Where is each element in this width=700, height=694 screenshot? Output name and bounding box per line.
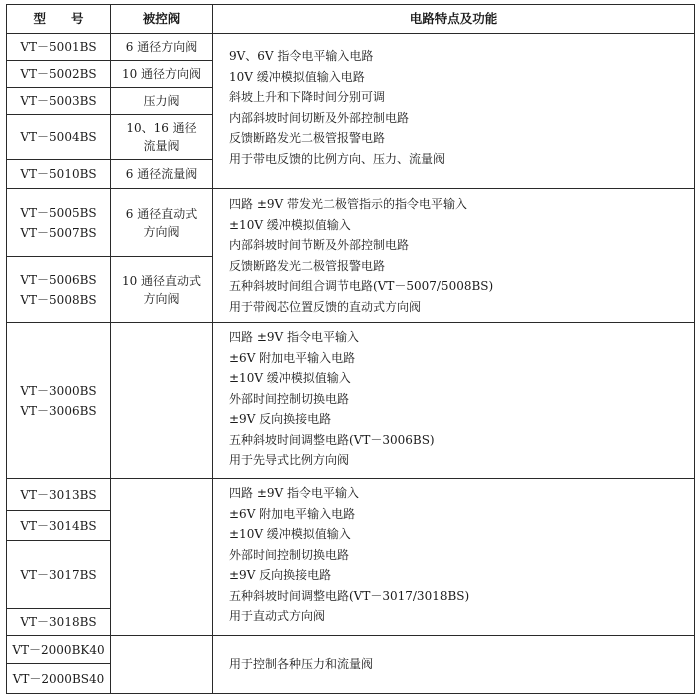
table-row xyxy=(7,189,695,257)
feature-line: 用于带电反馈的比例方向、压力、流量阀 xyxy=(229,151,446,166)
model-cell xyxy=(7,88,111,115)
table-row xyxy=(7,479,695,511)
header-valve: 被控阀 xyxy=(111,5,213,34)
features-cell xyxy=(213,323,695,479)
model-cell xyxy=(7,541,111,609)
header-row xyxy=(7,5,695,34)
model-number: VT－5004BS xyxy=(20,130,97,144)
valve-cell xyxy=(111,115,213,160)
model-number: VT－5002BS xyxy=(20,67,97,81)
valve-type: 方向阀 xyxy=(143,291,180,306)
feature-line: 五种斜坡时间调整电路(VT－3017/3018BS) xyxy=(229,588,470,603)
model-number: VT－2000BS40 xyxy=(12,671,105,686)
header-features: 电路特点及功能 xyxy=(213,5,695,34)
feature-line: 四路 ±9V 指令电平输入 xyxy=(229,486,359,500)
feature-line: 反馈断路发光二极管报警电路 xyxy=(229,131,386,145)
model-number: VT－5005BS xyxy=(20,205,97,220)
model-number: VT－3006BS xyxy=(20,403,97,418)
model-number: VT－3017BS xyxy=(20,567,97,582)
table-row xyxy=(7,34,695,61)
model-number: VT－3000BS xyxy=(20,383,97,398)
model-cell xyxy=(7,34,111,61)
valve-cell xyxy=(111,61,213,88)
valve-type: 6 通径方向阀 xyxy=(125,40,198,54)
valve-cell xyxy=(111,479,213,636)
feature-line: ±10V 缓冲模拟值输入 xyxy=(229,217,351,232)
valve-amplifier-table xyxy=(6,4,695,694)
valve-cell xyxy=(111,323,213,479)
model-cell xyxy=(7,636,111,664)
feature-line: 外部时间控制切换电路 xyxy=(229,391,350,406)
valve-type: 10 通径方向阀 xyxy=(121,67,202,81)
table-row xyxy=(7,323,695,479)
valve-cell xyxy=(111,160,213,189)
model-cell xyxy=(7,511,111,541)
feature-line: ±10V 缓冲模拟值输入 xyxy=(229,527,351,541)
valve-type: 10 通径直动式 xyxy=(121,273,202,288)
feature-line: 四路 ±9V 指令电平输入 xyxy=(229,330,359,344)
features-cell xyxy=(213,34,695,189)
feature-line: ±9V 反向换接电路 xyxy=(229,568,332,582)
feature-line: 用于带阀芯位置反馈的直动式方向阀 xyxy=(229,299,422,314)
valve-cell xyxy=(111,34,213,61)
feature-line: 10V 缓冲模拟值输入电路 xyxy=(229,69,365,84)
table-row xyxy=(7,636,695,664)
feature-line: 五种斜坡时间组合调节电路(VT－5007/5008BS) xyxy=(229,279,494,293)
features-cell xyxy=(213,479,695,636)
valve-cell xyxy=(111,189,213,257)
model-cell xyxy=(7,609,111,636)
valve-type: 6 通径直动式 xyxy=(125,206,198,221)
feature-line: ±6V 附加电平输入电路 xyxy=(229,506,356,521)
feature-line: ±10V 缓冲模拟值输入 xyxy=(229,371,351,385)
model-number: VT－3018BS xyxy=(20,615,97,629)
header-model: 型 号 xyxy=(7,5,111,34)
model-number: VT－5003BS xyxy=(20,94,97,108)
model-cell xyxy=(7,664,111,694)
valve-type: 6 通径流量阀 xyxy=(125,167,198,181)
feature-line: 斜坡上升和下降时间分别可调 xyxy=(229,90,386,104)
feature-line: 用于先导式比例方向阀 xyxy=(229,453,350,467)
feature-line: 9V、6V 指令电平输入电路 xyxy=(229,49,374,63)
feature-line: 五种斜坡时间调整电路(VT－3006BS) xyxy=(229,432,435,447)
valve-type: 压力阀 xyxy=(143,94,180,108)
feature-line: 内部斜坡时间切断及外部控制电路 xyxy=(229,110,410,125)
feature-line: 内部斜坡时间节断及外部控制电路 xyxy=(229,238,410,252)
model-cell xyxy=(7,189,111,257)
model-cell xyxy=(7,323,111,479)
feature-line: 用于控制各种压力和流量阀 xyxy=(229,657,374,672)
model-cell xyxy=(7,257,111,323)
feature-line: ±9V 反向换接电路 xyxy=(229,412,332,426)
feature-line: ±6V 附加电平输入电路 xyxy=(229,350,356,365)
feature-line: 用于直动式方向阀 xyxy=(229,609,326,623)
feature-line: 外部时间控制切换电路 xyxy=(229,547,350,562)
feature-line: 反馈断路发光二极管报警电路 xyxy=(229,258,386,273)
model-cell xyxy=(7,61,111,88)
valve-type: 10、16 通径 xyxy=(126,121,197,135)
model-cell xyxy=(7,115,111,160)
model-number: VT－5007BS xyxy=(20,225,97,240)
model-number: VT－5006BS xyxy=(20,272,97,287)
features-cell xyxy=(213,636,695,694)
valve-cell xyxy=(111,257,213,323)
model-cell xyxy=(7,160,111,189)
model-number: VT－5010BS xyxy=(20,167,97,181)
model-number: VT－5008BS xyxy=(20,292,97,307)
valve-cell xyxy=(111,88,213,115)
features-cell xyxy=(213,189,695,323)
model-number: VT－2000BK40 xyxy=(12,642,105,657)
valve-type: 流量阀 xyxy=(143,139,180,153)
model-number: VT－5001BS xyxy=(20,40,97,54)
model-cell xyxy=(7,479,111,511)
valve-cell xyxy=(111,636,213,694)
model-number: VT－3014BS xyxy=(20,518,97,533)
valve-type: 方向阀 xyxy=(143,224,180,239)
feature-line: 四路 ±9V 带发光二极管指示的指令电平输入 xyxy=(229,197,467,211)
model-number: VT－3013BS xyxy=(20,487,97,502)
